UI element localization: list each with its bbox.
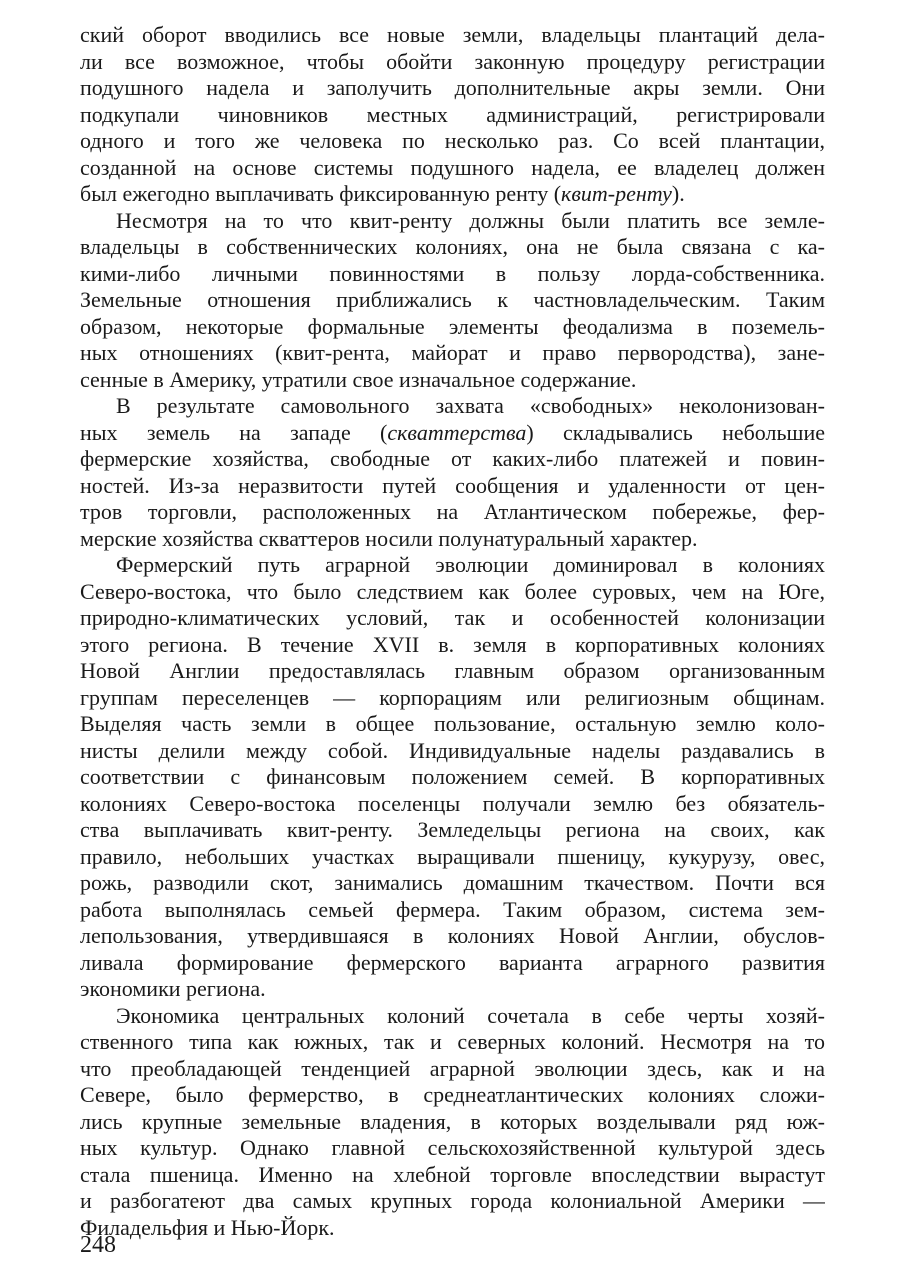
text-line: кими-либо личными повинностями в пользу лорда-собственника.	[80, 260, 825, 286]
text-line: подкупали чиновников местных администраций, регистрировали	[80, 101, 825, 127]
text-line: В результате самовольного захвата «свободных» неколонизован-	[116, 393, 825, 418]
text-line: рожь, разводили скот, занимались домашним ткачеством. Почти вся	[80, 870, 825, 895]
italic-term: квит-ренту	[561, 181, 672, 206]
text-line: образом, некоторые формальные элементы феодализма в поземель-	[80, 313, 825, 339]
text-run: был ежегодно выплачивать фиксированную ренту (	[80, 181, 562, 206]
paragraph	[80, 208, 825, 394]
text-run: ных земель на западе (	[80, 419, 388, 445]
text-run: ) складывались небольшие	[526, 419, 825, 445]
text-line: этого региона. В течение XVII в. земля в корпоративных колониях	[80, 631, 825, 657]
text-line: ных отношениях (квит-рента, майорат и право первородства), зане-	[80, 340, 825, 365]
text-line: ства выплачивать квит-ренту. Земледельцы региона на своих, как	[80, 817, 825, 842]
text-line	[80, 420, 825, 447]
text-line: Выделяя часть земли в общее пользование, остальную землю коло-	[80, 711, 825, 736]
body-text	[80, 22, 825, 1241]
text-line: работа выполнялась семьей фермера. Таким образом, система зем-	[80, 896, 825, 922]
text-line: Несмотря на то что квит-ренту должны были платить все земле-	[116, 207, 825, 233]
text-line: Земельные отношения приближались к частновладельческим. Таким	[80, 287, 825, 312]
text-line: фермерские хозяйства, свободные от каких-либо платежей и повин-	[80, 446, 825, 471]
text-line: ли все возможное, чтобы обойти законную процедуру регистрации	[80, 48, 825, 74]
text-line: Новой Англии предоставлялась главным образом организованным	[80, 658, 825, 683]
text-line: что преобладающей тенденцией аграрной эволюции здесь, как и на	[80, 1055, 825, 1081]
text-run: ).	[671, 181, 685, 206]
text-line: лепользования, утвердившаяся в колониях Новой Англии, обуслов-	[80, 923, 825, 948]
text-line: Северо-востока, что было следствием как более суровых, чем на Юге,	[80, 578, 825, 604]
text-line	[80, 181, 825, 208]
text-line: мерские хозяйства скваттеров носили полунатуральный характер.	[80, 525, 698, 551]
text-line: одного и того же человека по несколько раз. Со всей плантации,	[80, 128, 825, 153]
text-line: Филадельфия и Нью-Йорк.	[80, 1214, 335, 1240]
text-line: стала пшеница. Именно на хлебной торговле впоследствии вырастут	[80, 1161, 825, 1187]
text-line: подушного надела и заполучить дополнительные акры земли. Они	[80, 75, 825, 100]
text-line: лись крупные земельные владения, в которых возделывали ряд юж-	[80, 1108, 825, 1134]
paragraph	[80, 393, 825, 552]
text-line: тров торговли, расположенных на Атлантическом побережье, фер-	[80, 499, 825, 524]
text-line: владельцы в собственнических колониях, она не была связана с ка-	[80, 234, 825, 259]
text-line: созданной на основе системы подушного надела, ее владелец должен	[80, 154, 825, 180]
text-line: экономики региона.	[80, 976, 266, 1001]
text-line: природно-климатических условий, так и особенностей колонизации	[80, 605, 825, 630]
text-line: ственного типа как южных, так и северных колоний. Несмотря на то	[80, 1029, 825, 1054]
text-line: и разбогатеют два самых крупных города колониальной Америки —	[80, 1188, 825, 1213]
text-line: правило, небольших участках выращивали пшеницу, кукурузу, овес,	[80, 843, 825, 869]
text-line: сенные в Америку, утратили свое изначальное содержание.	[80, 366, 637, 392]
text-line: ский оборот вводились все новые земли, владельцы плантаций дела-	[80, 22, 825, 47]
paragraph	[80, 22, 825, 208]
text-line: Фермерский путь аграрной эволюции доминировал в колониях	[116, 552, 825, 577]
text-line: ливала формирование фермерского варианта аграрного развития	[80, 949, 825, 975]
page-number: 248	[80, 1232, 116, 1258]
text-line: Экономика центральных колоний сочетала в себе черты хозяй-	[116, 1002, 825, 1028]
italic-term: скваттерства	[387, 419, 527, 445]
text-line: колониях Северо-востока поселенцы получали землю без обязатель-	[80, 790, 825, 816]
text-line: Севере, было фермерство, в среднеатлантических колониях сложи-	[80, 1082, 825, 1107]
text-line: группам переселенцев — корпорациям или религиозным общинам.	[80, 684, 825, 710]
text-line: ных культур. Однако главной сельскохозяйственной культурой здесь	[80, 1135, 825, 1160]
paragraph	[80, 1003, 825, 1242]
paragraph	[80, 552, 825, 1003]
text-line: нисты делили между собой. Индивидуальные наделы раздавались в	[80, 737, 825, 763]
text-line: соответствии с финансовым положением семей. В корпоративных	[80, 764, 825, 789]
text-line: ностей. Из-за неразвитости путей сообщения и удаленности от цен-	[80, 472, 825, 498]
